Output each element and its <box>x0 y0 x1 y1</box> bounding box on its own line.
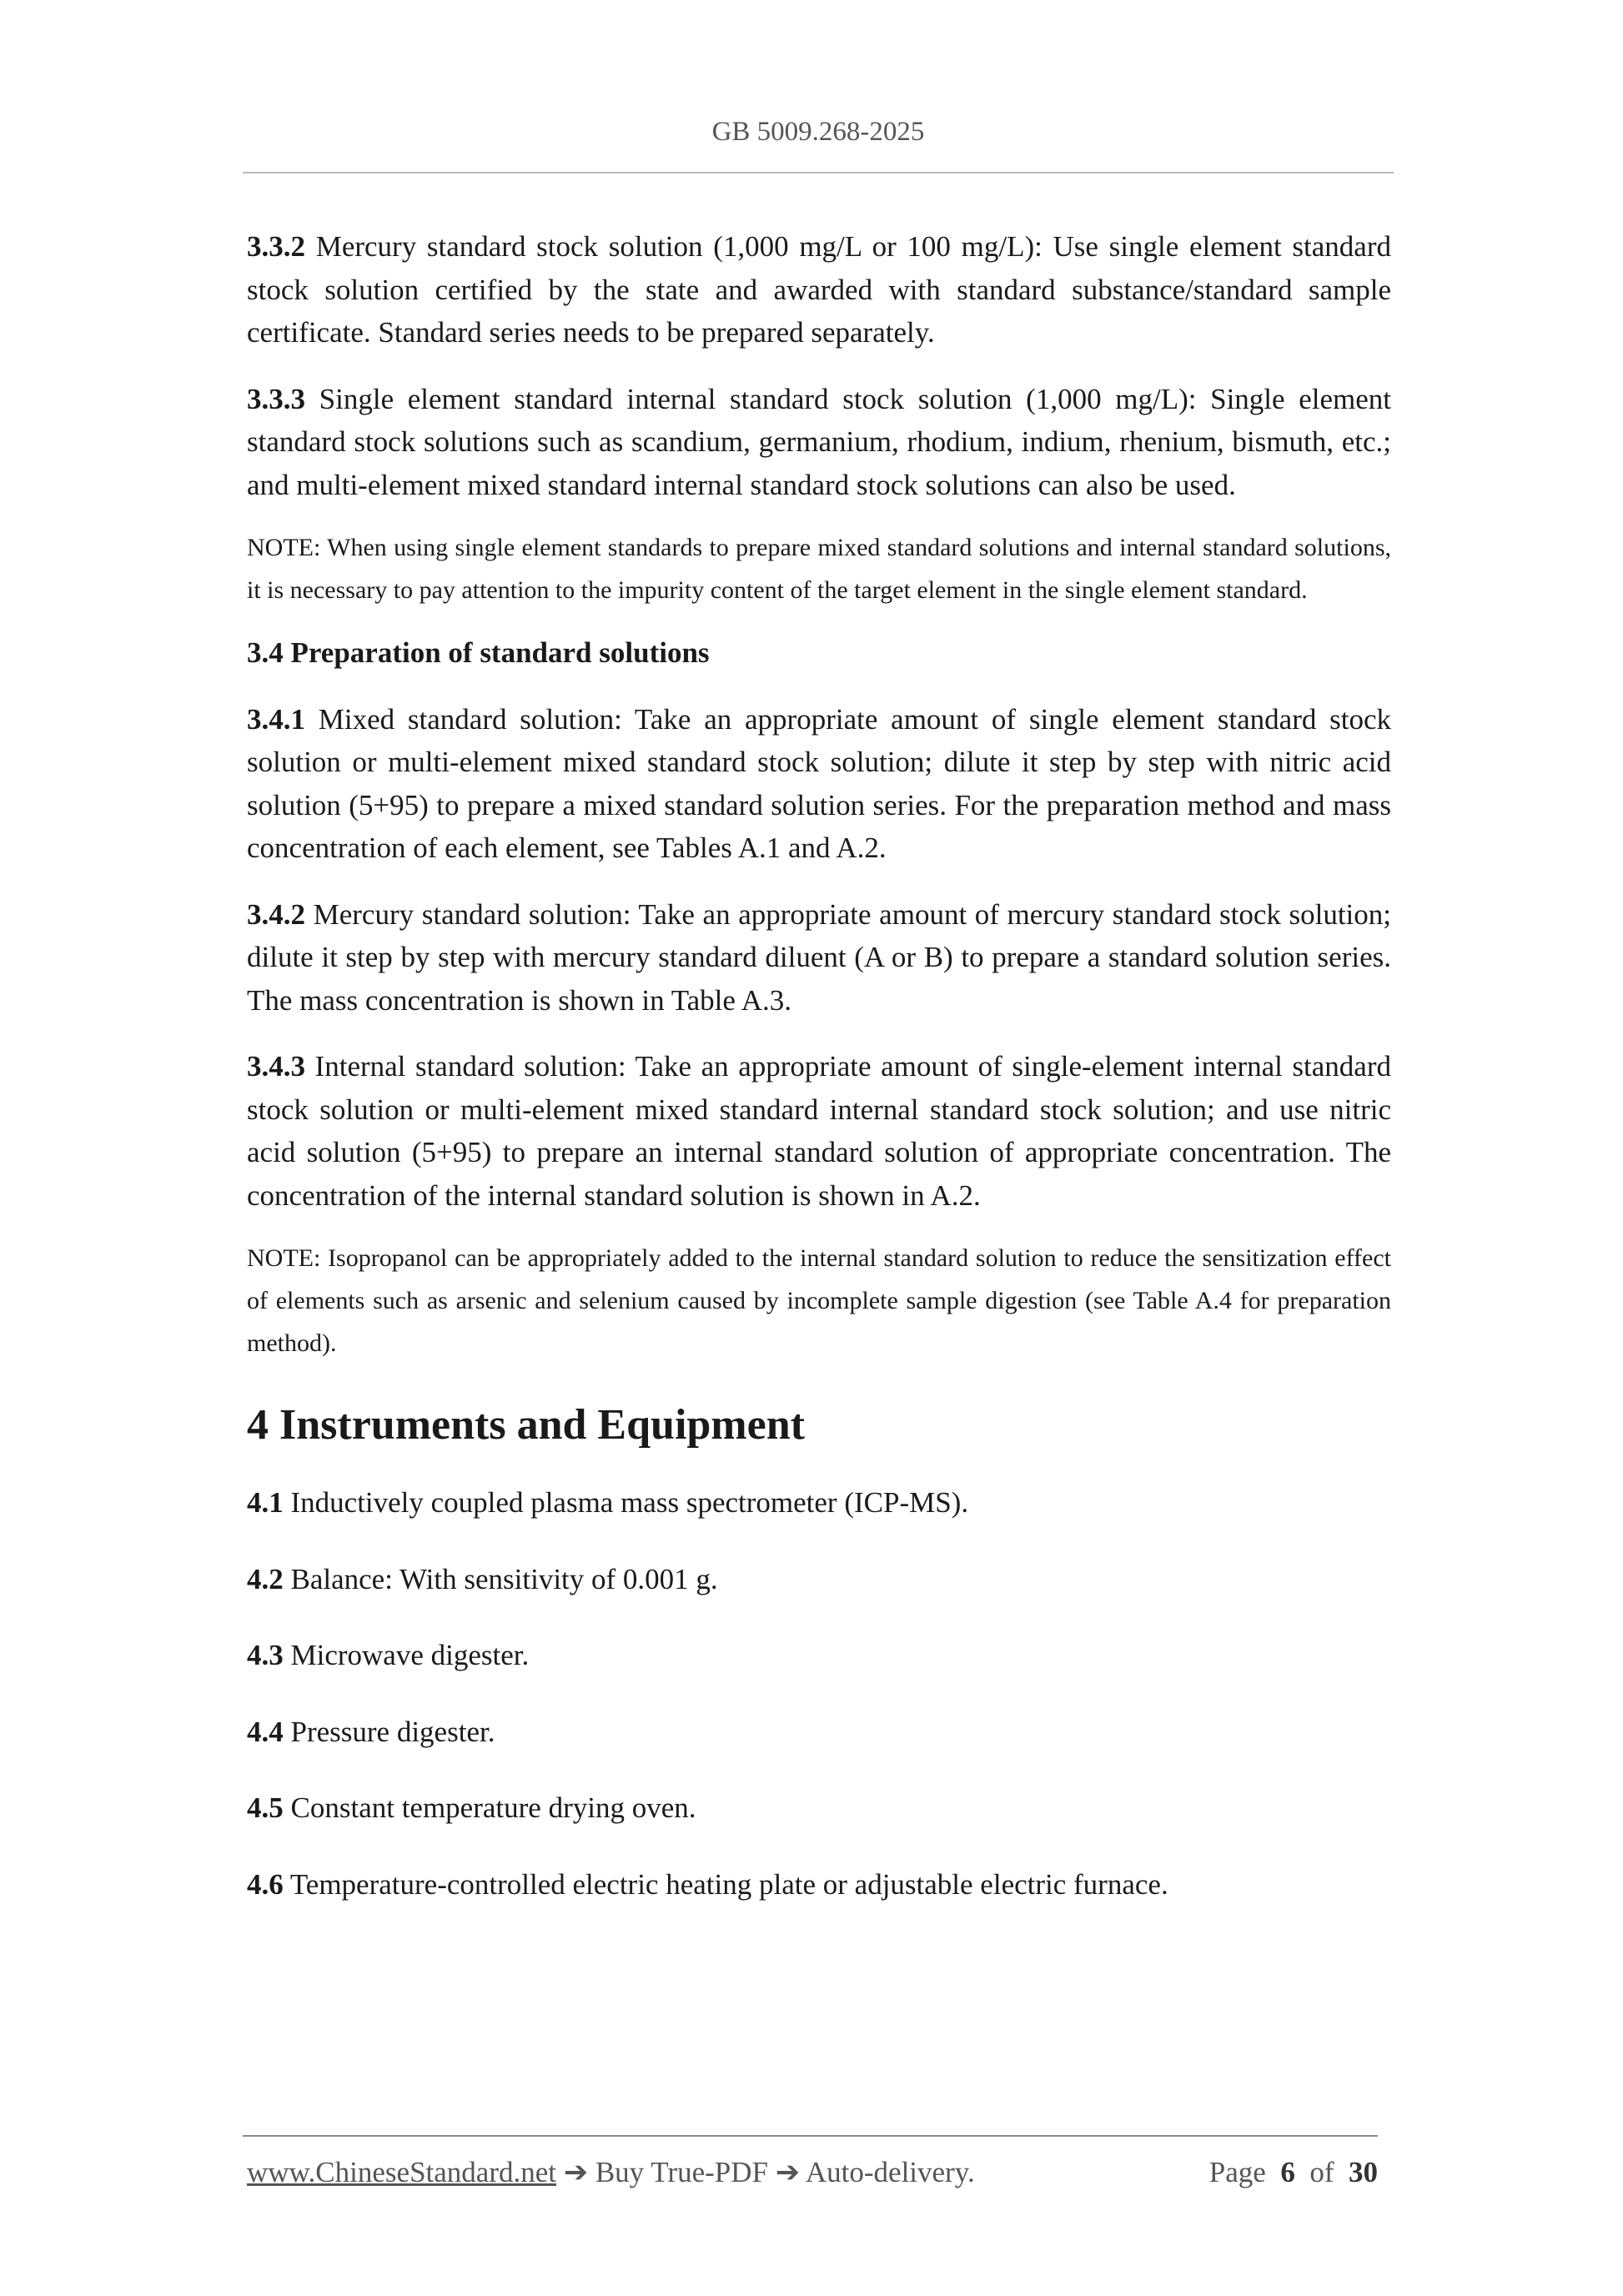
page-of-label: of <box>1309 2156 1334 2188</box>
clause-3-4-3 <box>247 1045 1391 1217</box>
clause-number: 3.3.2 <box>247 230 305 263</box>
page-current: 6 <box>1280 2156 1295 2188</box>
item-number: 4.6 <box>247 1867 284 1901</box>
footer-divider <box>243 2135 1378 2137</box>
clause-text: Internal standard solution: Take an appropriate amount of single-element internal standard stock solution or multi-element mixed standard internal standard stock solution; and use nitric acid solution (5+95) to prepare an internal standard solution of appropriate concentration. The concentration of the internal standard solution is shown in A.2. <box>247 1050 1391 1212</box>
clause-text: Mixed standard solution: Take an appropriate amount of single element standard stock solution or multi-element mixed standard stock solution; dilute it step by step with nitric acid solution (5+95) to prepare a mixed standard solution series. For the preparation method and mass concentration of each element, see Tables A.1 and A.2. <box>247 702 1391 864</box>
page-number <box>1209 2156 1378 2189</box>
item-4-3 <box>247 1634 1391 1677</box>
item-text: Balance: With sensitivity of 0.001 g. <box>283 1562 718 1595</box>
page-total: 30 <box>1349 2156 1378 2188</box>
item-4-6 <box>247 1863 1391 1907</box>
page-header: GB 5009.268-2025 <box>711 117 925 147</box>
clause-text: Mercury standard stock solution (1,000 mg/L or 100 mg/L): Use single element standard stock solution certified by the state and awarded with standard substance/standard sample certificate. Standard series needs to be prepared separately. <box>247 230 1391 349</box>
document-body <box>247 225 1391 1906</box>
clause-number: 3.4.3 <box>247 1050 305 1083</box>
item-text: Pressure digester. <box>283 1715 495 1748</box>
clause-number: 3.4.2 <box>247 897 305 931</box>
note-1: NOTE: When using single element standards to prepare mixed standard solutions and internal standard solutions, it is necessary to pay attention to the impurity content of the target element in the single element standard. <box>247 534 1391 604</box>
item-text: Constant temperature drying oven. <box>283 1791 696 1824</box>
item-number: 4.5 <box>247 1791 284 1824</box>
item-text: Temperature-controlled electric heating plate or adjustable electric furnace. <box>283 1867 1168 1901</box>
clause-number: 3.3.3 <box>247 382 305 415</box>
item-4-5 <box>247 1786 1391 1830</box>
item-number: 4.4 <box>247 1715 284 1748</box>
chapter-heading-4: 4 Instruments and Equipment <box>247 1401 805 1449</box>
section-heading-3-4: 3.4 Preparation of standard solutions <box>247 636 710 669</box>
item-4-2 <box>247 1558 1391 1601</box>
item-number: 4.1 <box>247 1486 284 1519</box>
note-2: NOTE: Isopropanol can be appropriately added to the internal standard solution to reduce the sensitization effect of elements such as arsenic and selenium caused by incomplete sample digestion (see Table A.4 for preparation method). <box>247 1244 1391 1357</box>
item-4-4 <box>247 1711 1391 1754</box>
item-text: Microwave digester. <box>283 1639 530 1671</box>
item-number: 4.2 <box>247 1562 284 1595</box>
item-number: 4.3 <box>247 1639 284 1671</box>
header-divider <box>243 172 1394 173</box>
clause-3-4-1 <box>247 698 1391 870</box>
page-label: Page <box>1208 2156 1266 2188</box>
item-4-1 <box>247 1481 1391 1525</box>
clause-number: 3.4.1 <box>247 702 305 736</box>
footer-promo-text: ➔ Buy True-PDF ➔ Auto-delivery. <box>556 2156 975 2188</box>
clause-3-4-2 <box>247 893 1391 1022</box>
clause-3-3-2 <box>247 225 1391 354</box>
footer-promo <box>247 2156 975 2189</box>
website-link[interactable]: www.ChineseStandard.net <box>247 2156 556 2188</box>
clause-text: Single element standard internal standard stock solution (1,000 mg/L): Single element standard stock solutions such as scandium, germanium, rhodium, indium, rhenium, bismuth, etc.; and multi-element mixed standard internal standard stock solutions can also be used. <box>247 382 1391 501</box>
item-text: Inductively coupled plasma mass spectrometer (ICP-MS). <box>283 1486 969 1519</box>
clause-text: Mercury standard solution: Take an appropriate amount of mercury standard stock solution; dilute it step by step with mercury standard diluent (A or B) to prepare a standard solution series. The mass concentration is shown in Table A.3. <box>247 897 1391 1017</box>
clause-3-3-3 <box>247 378 1391 507</box>
